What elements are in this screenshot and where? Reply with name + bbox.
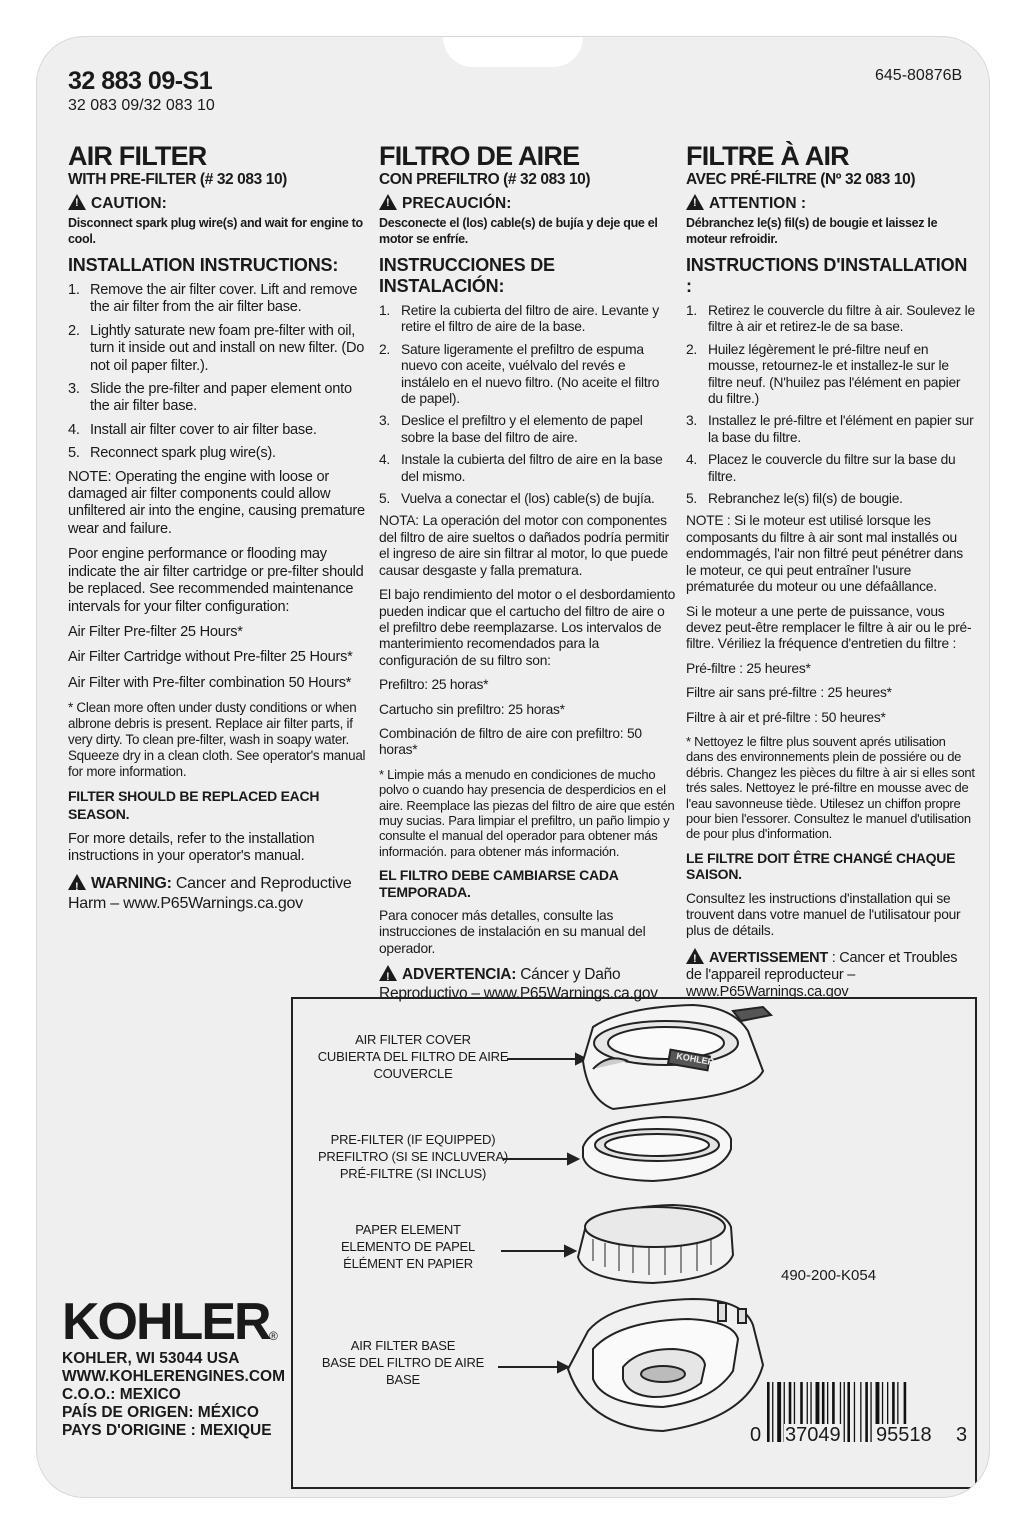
french-season: LE FILTRE DOIT ÊTRE CHANGÉ CHAQUE SAISON.: [686, 849, 956, 883]
french-interval: Pré-filtre : 25 heures*: [686, 660, 811, 676]
english-caution-heading: [68, 194, 368, 213]
paper-element-drawing: [578, 1205, 733, 1283]
air-filter-base-drawing: [568, 1299, 763, 1431]
list-item: [68, 323, 368, 375]
pre-filter-drawing: [583, 1117, 731, 1181]
label-line: ELEMENTO DE PAPEL: [340, 1239, 476, 1254]
list-item: [686, 413, 976, 446]
spanish-interval: Combinación de filtro de aire con prefiltro: 50 horas*: [379, 725, 642, 758]
french-caution-label: ATTENTION :: [709, 195, 807, 212]
part-number: 32 883 09-S1: [68, 67, 213, 95]
french-section-title: INSTRUCTIONS D'INSTALLATION :: [686, 255, 968, 296]
spanish-steps: [379, 303, 677, 507]
step-text: Rebranchez le(s) fil(s) de bougie.: [708, 491, 903, 507]
spanish-interval: Prefiltro: 25 horas*: [379, 677, 489, 693]
list-item: [686, 303, 976, 336]
barcode-digit: 3: [956, 1424, 968, 1446]
barcode-bar: [844, 1382, 845, 1442]
barcode-bar: [870, 1382, 871, 1442]
english-performance: Poor engine performance or flooding may indicate the air filter cartridge or pre-filter should be replaced. See recommended maintenance intervals for your filter configuration:: [68, 546, 364, 615]
english-season: FILTER SHOULD BE REPLACED EACH SEASON.: [68, 788, 320, 822]
french-performance: Si le moteur a une perte de puissance, vous devez peut-être remplacer le filtre à air ou le pré-filtre. Vériliez la fréquence d'entretien du filtre :: [686, 603, 972, 652]
step-number: 2.: [68, 322, 80, 339]
spanish-column: [379, 141, 677, 1011]
english-details: For more details, refer to the installation instructions in your operator's manual.: [68, 830, 315, 865]
product-code: 490-200-K054: [781, 1267, 877, 1284]
warning-icon: [686, 194, 704, 210]
step-number: 4.: [379, 452, 391, 468]
address-block: [62, 1350, 285, 1440]
french-title: FILTRE À AIR: [686, 141, 849, 171]
step-number: 2.: [686, 341, 698, 357]
step-text: Reconnect spark plug wire(s).: [90, 445, 276, 462]
step-number: 3.: [686, 413, 698, 429]
warning-icon: [379, 194, 397, 210]
spanish-section-title: INSTRUCCIONES DE INSTALACIÓN:: [379, 255, 555, 296]
english-note: NOTE: Operating the engine with loose or damaged air filter components could allow unfiltered air into the engine, causing premature wear and failure.: [68, 468, 365, 537]
english-warning: [68, 874, 368, 914]
address-line: C.O.O.: MEXICO: [62, 1386, 181, 1403]
list-item: [68, 445, 368, 462]
french-interval: Filtre air sans pré-filtre : 25 heures*: [686, 685, 892, 701]
package-card: [36, 36, 990, 1498]
spanish-season: EL FILTRO DEBE CAMBIARSE CADA TEMPORADA.: [379, 867, 619, 900]
step-number: 1.: [686, 303, 698, 318]
french-details: Consultez les instructions d'installation qui se trouvent dans votre manuel de l'utilisatour pour plus de détails.: [686, 890, 961, 939]
label-line: BASE DEL FILTRO DE AIRE: [321, 1355, 485, 1370]
list-item: [379, 413, 677, 446]
address-line: KOHLER, WI 53044 USA: [62, 1350, 240, 1367]
step-number: 1.: [379, 303, 391, 318]
warning-icon: [68, 194, 86, 210]
english-subtitle: WITH PRE-FILTER (# 32 083 10): [68, 171, 287, 188]
step-text: Sature ligeramente el prefiltro de espuma nuevo con aceite, vuélvalo del revés e instálelo en el nuevo filtro. (No aceite el filtro de papel).: [401, 341, 660, 407]
english-warning-text: Cancer and Reproductive Harm – www.P65Warnings.ca.gov: [68, 874, 352, 912]
kohler-logo: KOHLER: [62, 1293, 270, 1351]
step-text: Retire la cubierta del filtro de aire. Levante y retire el filtro de aire de la base.: [401, 303, 659, 335]
barcode-digit: 0: [750, 1424, 762, 1446]
step-number: 4.: [68, 421, 80, 438]
hang-hole: [443, 37, 583, 67]
step-text: Lightly saturate new foam pre-filter with oil, turn it inside out and install on new filter. (Do not oil paper filter.).: [90, 322, 365, 374]
spanish-performance: El bajo rendimiento del motor o el desbordamiento pueden indicar que el cartucho del filtro de aire o el prefiltro debe reemplazarse. Los intervalos de manterimiento recomendados para la configuración de su filtro son:: [379, 587, 676, 668]
english-caution-text: Disconnect spark plug wire(s) and wait for engine to cool.: [68, 216, 363, 246]
english-interval: Air Filter Cartridge without Pre-filter 25 Hours*: [68, 649, 353, 666]
barcode-bar: [854, 1382, 855, 1442]
list-item: [379, 342, 677, 408]
spanish-footnote: * Limpie más a menudo en condiciones de mucho polvo o cuando hay presencia de desperdicios en el aire. Reemplace las piezas del filtro de aire que estén muy sucias. Para limpiar el prefiltro, un paño limpio y consulte el manual del operador para obtener más información. para obtener más información.: [379, 766, 675, 859]
step-text: Vuelva a conectar el (los) cable(s) de bujía.: [401, 491, 655, 507]
spanish-note: NOTA: La operación del motor con componentes del filtro de aire sueltos o dañados podría permitir el ingreso de aire sin filtrar al motor, lo que puede causar desgaste y falla prematura.: [379, 513, 669, 578]
label-line: AIR FILTER BASE: [350, 1338, 456, 1353]
address-line: PAYS D'ORIGINE : MEXIQUE: [62, 1422, 272, 1439]
step-number: 3.: [379, 413, 391, 429]
step-text: Instale la cubierta del filtro de aire en la base del mismo.: [401, 452, 663, 484]
english-warning-label: WARNING:: [91, 874, 172, 892]
list-item: [68, 282, 368, 317]
step-text: Deslice el prefiltro y el elemento de papel sobre la base del filtro de aire.: [401, 413, 643, 445]
spanish-title: FILTRO DE AIRE: [379, 141, 580, 171]
step-text: Remove the air filter cover. Lift and remove the air filter from the air filter base.: [90, 282, 358, 316]
french-steps: [686, 303, 976, 507]
french-interval: Filtre à air et pré-filtre : 50 heures*: [686, 709, 886, 725]
label-line: PRÉ-FILTRE (SI INCLUS): [339, 1166, 487, 1181]
barcode-bar: [777, 1382, 781, 1442]
step-text: Placez le couvercle du filtre sur la base du filtre.: [708, 452, 956, 484]
step-text: Retirez le couvercle du filtre à air. Soulevez le filtre à air et retirez-le de sa base.: [708, 303, 975, 335]
doc-code: 645-80876B: [875, 67, 963, 84]
label-line: COUVERCLE: [373, 1066, 453, 1081]
barcode-digit: 95518: [876, 1424, 932, 1446]
english-title: AIR FILTER: [68, 141, 207, 171]
label-line: ÉLÉMENT EN PAPIER: [343, 1256, 473, 1271]
list-item: [68, 381, 368, 416]
list-item: [379, 303, 677, 336]
address-line: WWW.KOHLERENGINES.COM: [62, 1368, 286, 1385]
label-line: PAPER ELEMENT: [355, 1222, 461, 1237]
list-item: [686, 452, 976, 485]
step-number: 1.: [68, 282, 80, 298]
barcode-bar: [860, 1382, 861, 1442]
list-item: [379, 491, 677, 507]
barcode-bar: [767, 1382, 770, 1442]
french-warning-label: AVERTISSEMENT: [709, 949, 828, 966]
english-interval: Air Filter Pre-filter 25 Hours*: [68, 623, 243, 640]
step-number: 3.: [68, 381, 80, 398]
spanish-caution-heading: [379, 194, 677, 213]
cover-brand: KOHLER: [675, 1050, 715, 1068]
step-text: Installez le pré-filtre et l'élément en papier sur la base du filtre.: [708, 413, 974, 445]
warning-icon: [68, 874, 86, 890]
list-item: [686, 491, 976, 507]
label-line: CUBIERTA DEL FILTRO DE AIRE: [317, 1049, 509, 1064]
sub-part-number: 32 083 09/32 083 10: [68, 97, 215, 114]
warning-icon: [379, 965, 397, 981]
registered-mark-icon: ®: [269, 1329, 278, 1343]
label-line: PRE-FILTER (IF EQUIPPED): [330, 1132, 496, 1147]
french-caution-text: Débranchez le(s) fil(s) de bougie et laissez le moteur refroidir.: [686, 216, 938, 246]
step-number: 5.: [379, 491, 391, 507]
french-subtitle: AVEC PRÉ-FILTRE (Nº 32 083 10): [686, 171, 916, 188]
barcode-bar: [772, 1382, 773, 1442]
french-footnote: * Nettoyez le filtre plus souvent aprés utilisation dans des environnements plein de possiére ou de débris. Changez les pièces du filtre à air si elles sont trés sales. Nettoyez le pré-filtre en mousse avec de l'eau savonneuse tiède. Utilesez un chiffon propre pour bien l'essorer. Consultez le manuel d'utilisation de pour plus d'information.: [686, 733, 975, 842]
english-footnote: * Clean more often under dusty conditions or when albrone debris is present. Replace air filter parts, if very dirty. To clean pre-filter, wash in soapy water. Squeeze dry in a clean cloth. See operator's manual for more information.: [68, 700, 366, 780]
step-number: 2.: [379, 341, 391, 357]
french-note: NOTE : Si le moteur est utilisé lorsque les composants du filtre à air sont mal installés ou endommagés, l'air non filtré peut pénétrer dans le moteur, ce qui peut entraîner l'usure prématurée du moteur ou une défaâllance.: [686, 513, 963, 595]
list-item: [68, 422, 368, 439]
french-column: [686, 141, 976, 1009]
barcode-digit: 37049: [785, 1424, 841, 1446]
spanish-caution-text: Desconecte el (los) cable(s) de bujía y deje que el motor se enfríe.: [379, 216, 658, 246]
step-number: 5.: [686, 491, 698, 507]
spanish-subtitle: CON PREFILTRO (# 32 083 10): [379, 171, 591, 188]
french-warning: [686, 948, 976, 1001]
list-item: [686, 342, 976, 408]
spanish-interval: Cartucho sin prefiltro: 25 horas*: [379, 701, 565, 717]
label-line: PREFILTRO (SI SE INCLUVERA): [317, 1149, 509, 1164]
label-line: BASE: [386, 1372, 420, 1387]
english-interval: Air Filter with Pre-filter combination 50 Hours*: [68, 674, 352, 691]
english-steps: [68, 282, 368, 463]
step-text: Install air filter cover to air filter base.: [90, 421, 317, 438]
french-caution-heading: [686, 194, 976, 213]
spanish-warning-label: ADVERTENCIA:: [402, 966, 517, 984]
list-item: [379, 452, 677, 485]
english-section-title: INSTALLATION INSTRUCTIONS:: [68, 255, 339, 275]
english-caution-label: CAUTION:: [91, 195, 167, 212]
barcode-bar: [865, 1382, 868, 1442]
barcode-bar: [847, 1382, 850, 1442]
french-warning-text: : Cancer et Troubles de l'appareil reproducteur – www.P65Warnings.ca.gov: [686, 949, 958, 1000]
address-line: PAÍS DE ORIGEN: MÉXICO: [62, 1404, 259, 1421]
spanish-caution-label: PRECAUCIÓN:: [402, 195, 512, 212]
step-text: Huilez légèrement le pré-filtre neuf en mousse, retournez-le et installez-le sur le filtre neuf. (N'huilez pas l'élément en papier du filtre.): [708, 341, 961, 407]
label-line: AIR FILTER COVER: [355, 1032, 471, 1047]
warning-icon: [686, 948, 704, 964]
spanish-details: Para conocer más detalles, consulte las instrucciones de instalación en su manual del operador.: [379, 908, 646, 956]
step-number: 4.: [686, 452, 698, 468]
english-column: [68, 141, 368, 922]
step-number: 5.: [68, 445, 80, 462]
spanish-warning-text: Cáncer y Daño Reproductivo – www.P65Warnings.ca.gov: [379, 966, 658, 1003]
step-text: Slide the pre-filter and paper element onto the air filter base.: [90, 381, 352, 415]
